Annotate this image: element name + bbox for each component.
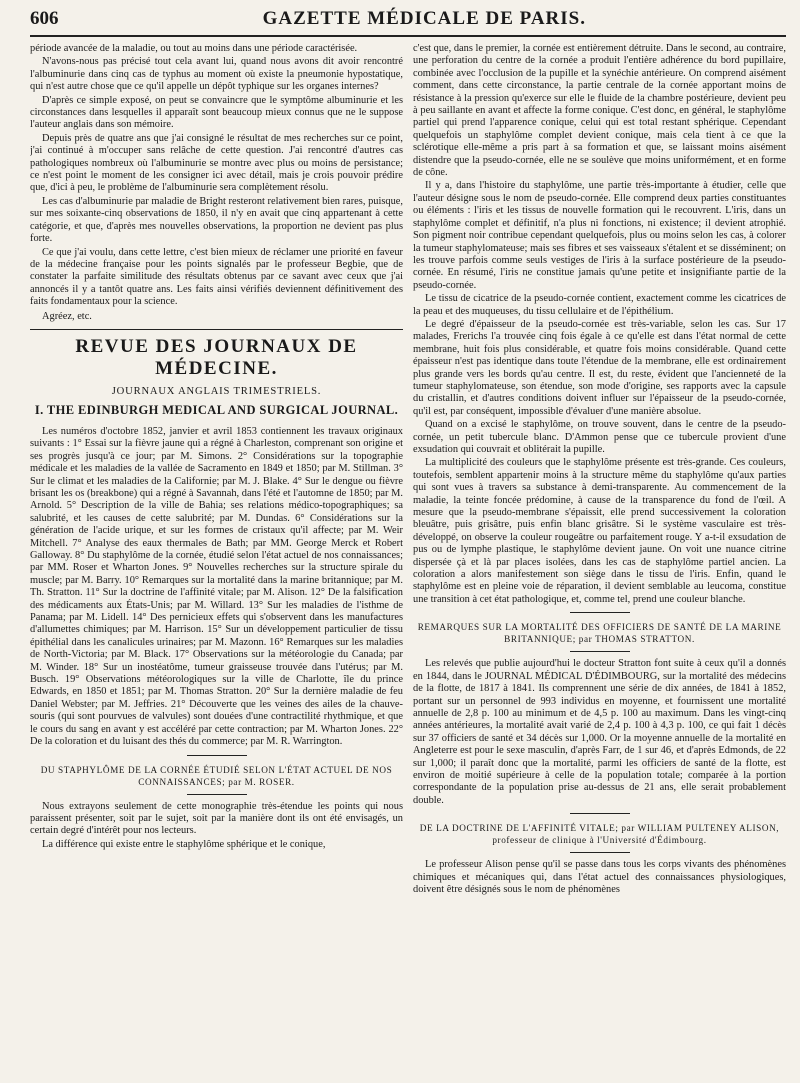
divider bbox=[570, 651, 630, 652]
paragraph: Le professeur Alison pense qu'il se passe dans tous les corps vivants des phénomènes chimiques et mécaniques qui, dans l'état actuel des connaissances physiologiques, doivent être désignés sous le nom de phénomènes bbox=[413, 859, 786, 895]
divider bbox=[187, 794, 247, 795]
page-header bbox=[30, 8, 786, 37]
paragraph: Les numéros d'octobre 1852, janvier et avril 1853 contiennent les travaux originaux suivants : 1° Essai sur la fièvre jaune qui a régné à Charleston, comprenant son origine et ses progrès jusqu'à ce jour; par M. Simons. 2° Considérations sur la topographie médicale et les maladies de la vallée de Sacramento en 1849 et 1850; par M. Stillman. 3° Sur le climat et les maladies de la Californie; par M. J. Blake. 4° Sur le dengue ou fièvre brisant les os (breakbone) qui a régné à Savannah, dans l'été et l'automne de 1850; par M. Arnold. 5° Description de la ville de Bahia; ses relations médico-topographiques; sa salubrité, et les causes de cette salubrité; par M. Dundas. 6° Considérations sur la génération de l'acide urique, et sur les formes de cristaux qu'il affecte; par M. Weir Mitchell. 7° Analyse des eaux thermales de Bath; par MM. George Merck et Robert Galloway. 8° Du staphylôme de la cornée, étudié selon l'état actuel de nos connaissances; par MM. Roser et Wharton Jones. 9° Nouvelles recherches sur la structure spirale du muscle; par M. Barry. 10° Remarques sur la mortalité dans la marine britannique; par M. Th. Stratton. 11° Sur la doctrine de l'affinité vitale; par M. Alison. 12° De la falsification des médicaments aux États-Unis; par M. Willard. 13° Sur les maladies de l'isthme de Panama; par M. Lidell. 14° Des pernicieux effets qui s'observent dans les manufactures d'allumettes chimiques; par M. Harrison. 15° Sur un développement particulier de tissu épithélial dans les canalicules urinaires; par M. Mazonn. 16° Remarques sur les maladies de North-Victoria; par M. Black. 17° Observations sur la météorologie du Canada; par M. Winder. 18° Sur un inostéatôme, tumeur graisseuse trouvée dans l'utérus; par M. Busch. 19° Observations météorologiques sur la ville de Charlotte, île du prince Edwards, en 1850 et 1851; par M. Thomas Stratton. 20° Sur la dernière maladie de feu Daniel Webster; par M. Jeffries. 21° Découverte que les veines des ailes de la chauve-souris (qui sont pourvues de valvules) sont douées d'une contractilité rhythmique, et que le cours du sang en avant y est accéléré par cette contraction; par M. Wharton Jones. 22° De la coloration et du luisant des thés du commerce; par M. R. Warrington. bbox=[30, 425, 403, 748]
left-column bbox=[30, 43, 403, 1083]
paragraph: Quand on a excisé le staphylôme, on trouve souvent, dans le centre de la pseudo-cornée, un petit tubercule blanc. D'Ammon pense que ce tubercule provient d'une exsudation qui couvrait et oblitérait la pupille. bbox=[413, 419, 786, 455]
divider bbox=[570, 813, 630, 814]
journal-heading: I. THE EDINBURGH MEDICAL AND SURGICAL JOURNAL. bbox=[34, 402, 399, 417]
article-heading: REMARQUES SUR LA MORTALITÉ DES OFFICIERS DE SANTÉ DE LA MARINE BRITANNIQUE; par THOMAS STRATTON. bbox=[417, 622, 782, 645]
section-title: REVUE DES JOURNAUX DE MÉDECINE. bbox=[75, 335, 358, 379]
divider bbox=[187, 755, 247, 756]
section-subtitle: JOURNAUX ANGLAIS TRIMESTRIELS. bbox=[111, 385, 322, 397]
section-divider bbox=[30, 329, 403, 330]
paragraph: c'est que, dans le premier, la cornée est entièrement détruite. Dans le second, au contraire, une perforation du centre de la cornée a produit l'entière adhérence du bord pupillaire, combinée avec l'occlusion de la pupille et la synéchie antérieure. On comprend aisément comment, dans cette circonstance, la partie centrale de la cornée apportant moins de résistance à la pression qu'exerce sur elle le fluide de la chambre postérieure, devient peu à peu saillante en avant et affecte la forme conique. C'est donc, en général, le staphylôme partiel qui prend l'apparence conique, celui qui est total restant sphérique. Cependant quelquefois un staphylôme complet devient conique, mais cela tient à ce que la sclérotique elle-même a pris part à sa formation et que, se laissant moins aisément distendre que la pseudo-cornée, elle ne se soulève que moins uniformément, et en forme de cône. bbox=[413, 43, 786, 179]
paragraph: D'après ce simple exposé, on peut se convaincre que le symptôme albuminurie et les circonstances dans lesquelles il apparaît sont beaucoup mieux connus que ne le suppose l'auteur anglais dans son mémoire. bbox=[30, 94, 403, 131]
paragraph: Ce que j'ai voulu, dans cette lettre, c'est bien mieux de réclamer une priorité en faveur de la médecine française pour les points signalés par le professeur Begbie, que de constater la parfaite similitude des résultats obtenus par ce savant avec ceux que j'ai annoncés il y a tantôt quatre ans. Les faits ainsi vérifiés deviennent définitivement des faits fondamentaux pour la science. bbox=[30, 246, 403, 308]
paragraph: Les cas d'albuminurie par maladie de Bright resteront relativement bien rares, puisque, sur mes soixante-cinq observations de 1850, il n'y en avait que cinq appartenant à cette catégorie, et que, d'après mes nouvelles observations, la proportion ne devient pas plus forte. bbox=[30, 195, 403, 245]
paragraph: période avancée de la maladie, ou tout au moins dans une période caractérisée. bbox=[30, 43, 358, 54]
paragraph: Depuis près de quatre ans que j'ai consigné le résultat de mes recherches sur ce point, j'ai continué à m'occuper sans relâche de cette question. J'ai rencontré d'autres cas pathologiques nombreux où l'albuminurie se montre avec plus ou moins de persistance; ce n'est point le moment de les consigner ici avec détail, mais je crois pouvoir prédire que, d'ici à peu, le problème de l'albuminurie sera complètement résolu. bbox=[30, 132, 403, 194]
paragraph: N'avons-nous pas précisé tout cela avant lui, quand nous avons dit avoir rencontré l'albuminurie dans cinq cas de typhus au moment où existe la pneumonie hypostatique, qui n'est autre chose que ce qu'il appelle un dépôt typhique sur les organes internes? bbox=[30, 56, 403, 93]
journal-title: GAZETTE MÉDICALE DE PARIS. bbox=[262, 8, 586, 29]
paragraph: Le tissu de cicatrice de la pseudo-cornée contient, exactement comme les cicatrices de la peau et des muqueuses, du tissu cellulaire et de l'épithélium. bbox=[413, 293, 786, 317]
paragraph: Le degré d'épaisseur de la pseudo-cornée est très-variable, selon les cas. Sur 17 malades, Frerichs l'a trouvée cinq fois égale à ce qu'elle est dans l'état normal de cette membrane, huit fois plus considérable, et quatre fois moins considérable. Quand cette épaisseur n'est pas identique dans toute l'étendue de la membrane, elle est ordinairement plus grande vers les bords qu'au centre. Il est, du reste, évident que l'ancienneté de la tumeur staphylomateuse, son étendue, son mode d'origine, ses rapports avec la capsule du cristallin, et d'autres conditions doivent influer sur l'épaisseur de la pseudo-cornée, qu'il est, par conséquent, impossible d'évaluer d'une manière absolue. bbox=[413, 318, 786, 417]
divider bbox=[570, 852, 630, 853]
page-number: 606 bbox=[30, 8, 59, 29]
paragraph: Les relevés que publie aujourd'hui le docteur Stratton font suite à ceux qu'il a donnés en 1844, dans le JOURNAL MÉDICAL D'ÉDIMBOURG, sur la mortalité des médecins de la flotte, de 1817 à 1841. Ils comprennent une série de dix années, de 1841 à 1852, portant sur un personnel de 993 individus en moyenne, et fournissent une mortalité annuelle de 2,8 p. 100 au minimum et de 4,5 p. 100 au maximum. Dans les vingt-cinq années antérieures, la mortalité avait varié de 2,4 p. 100 à 4,3 p. 100, ce qui fait 1 décès sur 37 officiers de santé et 34 décès sur 1,000. Or la moyenne annuelle de la mortalité en Angleterre est pour le sexe masculin, d'après Farr, de 1 sur 46, et d'après Edmonds, de 22 sur 1,000; il paraît donc que la mortalité, parmi les officiers de santé de la flotte, est environ de moitié supérieure à celle de la population totale; comparée à la portion correspondante de la population prise au-dessus de 21 ans, elle serait probablement double. bbox=[413, 658, 786, 806]
paragraph: La multiplicité des couleurs que le staphylôme présente est très-grande. Ces couleurs, toutefois, semblent appartenir moins à la structure même du staphylôme qu'aux parties qui sont vues à travers sa substance à demi-transparente. Au commencement de la maladie, la teinte foncée prédomine, à cause de la transparence du fond de l'œil. A mesure que la pseudo-membrane s'épaissit, elle prend successivement la coloration bleuâtre, puis grisâtre, puis enfin blanc grisâtre. Si le système vasculaire est très-développé, on observe la couleur rougeâtre ou parfaitement rouge. Y a-t-il exsudation de pus ou de lymphe plastique, le staphylôme devient jaune. On voit une nuance citrine dispersée çà et là par places isolées, dans les cas de staphylôme partiel ancien. La coloration a alors manifestement son siège dans le tissu de l'iris. Enfin, quand le staphylôme est en pleine voie de réparation, il devient semblable au leucoma, constitue une transition à cet état pathologique, et, comme tel, prend une couleur blanche. bbox=[413, 457, 786, 605]
article-heading: DE LA DOCTRINE DE L'AFFINITÉ VITALE; par WILLIAM PULTENEY ALISON, professeur de clinique à l'Université d'Édimbourg. bbox=[419, 823, 780, 846]
divider bbox=[570, 612, 630, 613]
right-column bbox=[413, 43, 786, 1083]
paragraph: Il y a, dans l'histoire du staphylôme, une partie très-importante à étudier, celle que l'auteur désigne sous le nom de pseudo-cornée. Elle comprend deux parties constituantes ou éléments : l'iris et les tissus de nouvelle formation qui le recouvrent. L'iris, dans un staphylôme complet et définitif, n'a plus ni fonctions, ni existence; il devient atrophié. Son pigment noir contribue cependant quelquefois, plus ou moins selon les cas, à colorer la tumeur staphylomateuse; mais ses fibres et ses vaisseaux s'étalent et se disséminent; on les trouve parfois comme seuls vestiges de l'iris à la surface postérieure de la pseudo-cornée. En résumé, l'iris ne constitue jamais qu'une petite et insignifiante partie de la pseudo-cornée. bbox=[413, 180, 786, 291]
columns bbox=[30, 43, 786, 1083]
paragraph: La différence qui existe entre le staphylôme sphérique et le conique, bbox=[42, 838, 326, 850]
article-heading: DU STAPHYLÔME DE LA CORNÉE ÉTUDIÉ SELON L'ÉTAT ACTUEL DE NOS CONNAISSANCES; par M. ROSER. bbox=[40, 764, 393, 787]
signoff: Agréez, etc. bbox=[42, 310, 92, 322]
paragraph: Nous extrayons seulement de cette monographie très-étendue les points qui nous paraissent présenter, soit par le sujet, soit par la manière dont ils ont été envisagés, un certain degré d'intérêt pour nos lecteurs. bbox=[30, 800, 403, 837]
